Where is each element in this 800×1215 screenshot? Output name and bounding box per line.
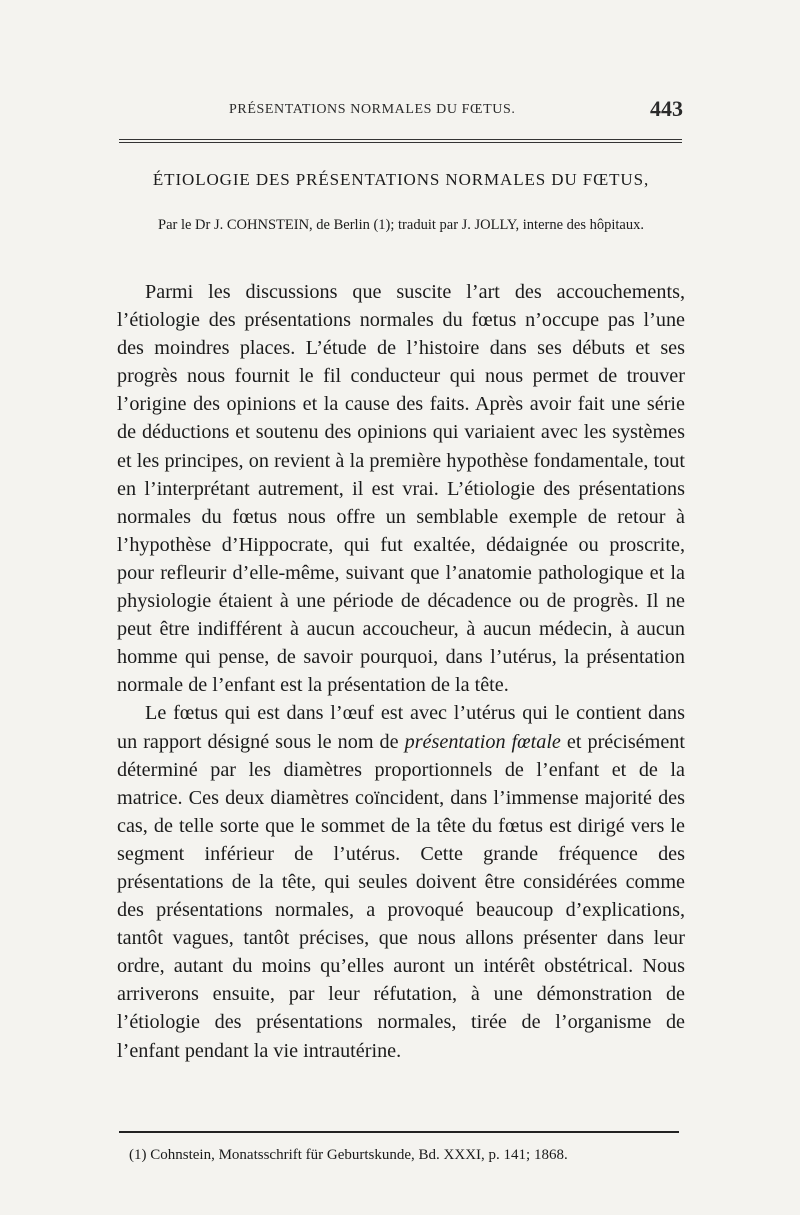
article-title: ÉTIOLOGIE DES PRÉSENTATIONS NORMALES DU FŒTUS, <box>152 170 650 189</box>
paragraph-text: Le fœtus qui est dans l’œuf est avec l’utérus qui le contient dans un rapport désigné sous le nom de <box>117 702 685 753</box>
footnote: (1) Cohnstein, Monatsschrift für Geburtskunde, Bd. XXXI, p. 141; 1868. <box>129 1147 568 1163</box>
running-head <box>117 96 685 126</box>
book-page <box>117 0 685 1215</box>
running-title: PRÉSENTATIONS NORMALES DU FŒTUS. <box>229 102 516 117</box>
paragraph-text: et précisément déterminé par les diamètres proportionnels de l’enfant et de la matrice. Ces deux diamètres coïncident, dans l’immense majorité des cas, de telle sorte que le sommet de la tête du fœtus est dirigé vers le segment inférieur de l’utérus. Cette grande fréquence des présentations de la tête, qui seules doivent être considérées comme des présentations normales, a provoqué beaucoup d’explications, tantôt vagues, tantôt précises, que nous allons présenter dans leur ordre, autant du moins qu’elles auront un intérêt obstétrical. Nous arriverons ensuite, par leur réfutation, à une démonstration de l’étiologie des présentations normales, tirée de l’organisme de l’enfant pendant la vie intrautérine. <box>117 730 686 1062</box>
paragraph: Parmi les discussions que suscite l’art des accouchements, l’étiologie des présentations normales du fœtus n’occupe pas l’une des moindres places. L’étude de l’histoire dans ses débuts et ses progrès nous fournit le fil conducteur qui nous permet de trouver l’origine des opinions et la cause des faits. Après avoir fait une série de déductions et soutenu des opinions qui variaient avec les systèmes et les principes, on revient à la première hypothèse fondamentale, tout en l’interprétant autrement, il est vrai. L’étiologie des présentations normales du fœtus nous offre un semblable exemple de retour à l’hypothèse d’Hippocrate, qui fut exaltée, dédaignée ou proscrite, pour refleurir d’elle-même, suivant que l’anatomie pathologique et la physiologie étaient à une période de décadence ou de progrès. Il ne peut être indifférent à aucun accoucheur, à aucun médecin, à aucun homme qui pense, de savoir pourquoi, dans l’utérus, la présentation normale de l’enfant est la présentation de la tête. <box>117 281 685 697</box>
byline: Par le Dr J. COHNSTEIN, de Berlin (1); traduit par J. JOLLY, interne des hôpitaux. <box>158 217 644 233</box>
paragraph <box>117 699 685 1064</box>
footnote-rule <box>119 1131 679 1133</box>
body-text <box>117 278 685 1065</box>
italic-term: présentation fœtale <box>404 730 561 753</box>
header-rule <box>119 139 682 143</box>
page-number: 443 <box>650 96 683 121</box>
